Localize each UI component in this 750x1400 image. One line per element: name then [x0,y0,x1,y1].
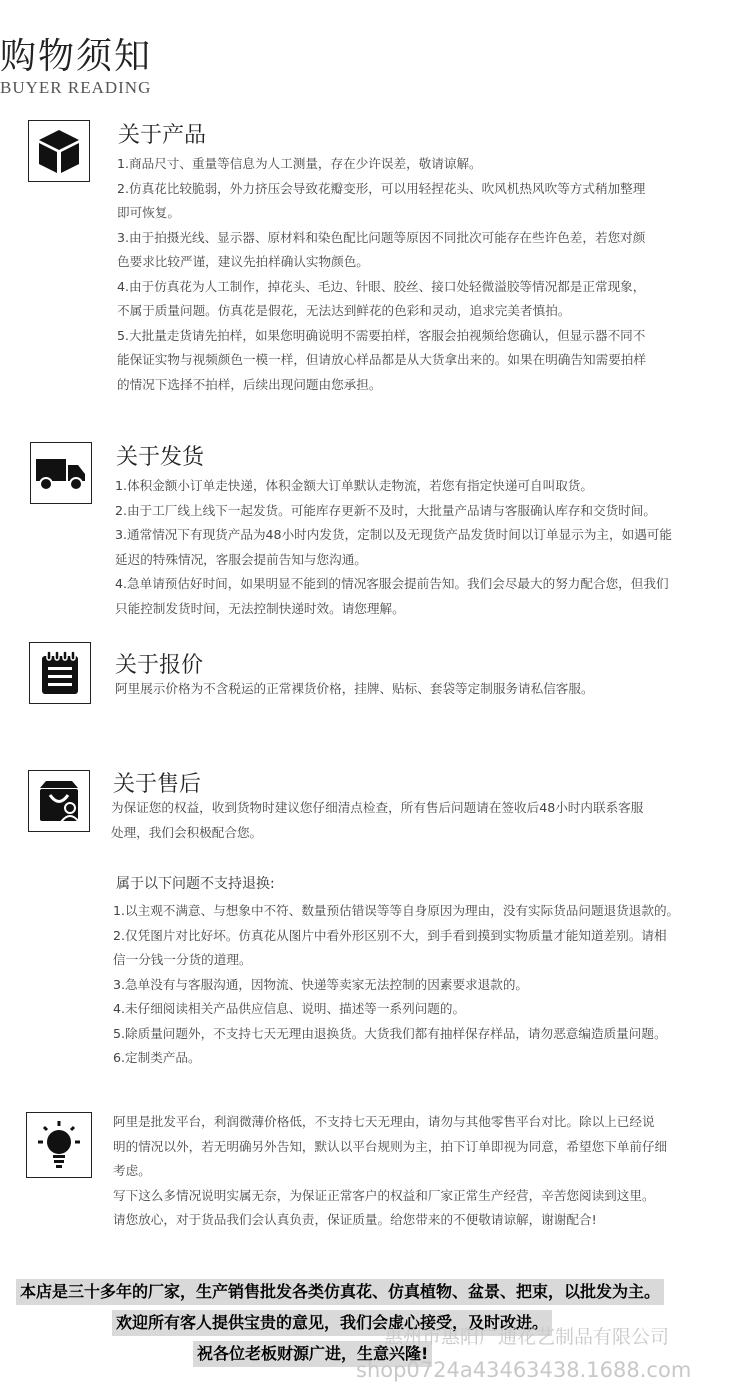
product-line: 的情况下选择不拍样，后续出现问题由您承担。 [117,376,382,392]
pricing-line: 阿里展示价格为不含税运的正常裸货价格，挂牌、贴标、套袋等定制服务请私信客服。 [115,681,594,696]
shipping-line: 1.体积金额小订单走快递，体积金额大订单默认走物流，若您有指定快递可自叫取货。 [115,478,593,493]
notepad-icon [29,642,91,704]
truck-icon [30,442,92,504]
banner-line-2: 欢迎所有客人提供宝贵的意见，我们会虚心接受，及时改进。 [112,1310,552,1336]
product-line: 4.由于仿真花为人工制作，掉花头、毛边、针眼、胶丝、接口处轻微溢胶等情况都是正常现象， [117,278,646,294]
watermark-company: 惠州市惠阳广通花艺制品有限公司 [384,1326,670,1348]
list-item: 3.急单没有与客服沟通，因物流、快递等卖家无法控制的因素要求退款的。 [113,976,529,992]
product-line: 即可恢复。 [117,205,180,220]
banner-line-1: 本店是三十多年的厂家，生产销售批发各类仿真花、仿真植物、盆景、把束，以批发为主。 [16,1279,664,1305]
shipping-line: 只能控制发货时间，无法控制快递时效。请您理解。 [115,600,405,616]
section-title-pricing: 关于报价 [115,653,204,678]
list-item: 5.除质量问题外，不支持七天无理由退换货。大货我们都有抽样保存样品，请勿恶意编造质量问题。 [113,1025,667,1041]
list-item: 1.以主观不满意、与想象中不符、数量预估错误等等自身原因为理由，没有实际货品问题退货退款的。 [113,903,680,918]
product-line: 1.商品尺寸、重量等信息为人工测量，存在少许误差，敬请谅解。 [117,156,482,171]
notice-line: 明的情况以外，若无明确另外告知，默认以平台规则为主，拍下订单即视为同意，希望您下单前仔细 [113,1138,668,1154]
product-line: 色要求比较严谨，建议先拍样确认实物颜色。 [117,254,369,269]
page-title: 购物须知 [0,36,153,77]
aftersale-line: 处理，我们会积极配合您。 [111,824,263,840]
page-subtitle: BUYER READING [0,78,152,97]
shipping-line: 2.由于工厂线上线下一起发货。可能库存更新不及时，大批量产品请与客服确认库存和交货时间。 [115,502,656,518]
no-return-list [113,899,679,1071]
list-item: 4.未仔细阅读相关产品供应信息、说明、描述等一系列问题的。 [113,1001,466,1016]
lightbulb-icon [26,1112,92,1178]
shipping-text [115,474,672,621]
product-line: 能保证实物与视频颜色一模一样，但请放心样品都是从大货拿出来的。如果在明确告知需要拍样 [117,352,646,367]
product-text [117,152,646,397]
pricing-text [115,677,594,702]
section-title-product: 关于产品 [118,123,207,148]
section-title-shipping: 关于发货 [116,445,205,470]
notice-line: 阿里是批发平台，利润微薄价格低，不支持七天无理由，请勿与其他零售平台对比。除以上已经说 [113,1114,655,1129]
cube-icon [28,120,90,182]
aftersale-line: 为保证您的权益，收到货物时建议您仔细清点检查，所有售后问题请在签收后48小时内联系客服 [111,800,644,815]
product-line: 5.大批量走货请先拍样，如果您明确说明不需要拍样，客服会拍视频给您确认，但显示器不同不 [117,327,646,343]
list-item: 信一分钱一分货的道理。 [113,952,252,967]
no-return-heading: 属于以下问题不支持退换: [116,876,275,892]
aftersale-text [111,796,643,845]
shipping-line: 3.通常情况下有现货产品为48小时内发货，定制以及无现货产品发货时间以订单显示为主，如遇可能 [115,527,672,542]
product-line: 2.仿真花比较脆弱，外力挤压会导致花瓣变形，可以用轻捏花头、吹风机热风吹等方式稍加整理 [117,180,646,196]
product-line: 不属于质量问题。仿真花是假花，无法达到鲜花的色彩和灵动，追求完美者慎拍。 [117,303,571,318]
notice-line: 写下这么多情况说明实属无奈，为保证正常客户的权益和厂家正常生产经营，辛苦您阅读到这里。 [113,1187,655,1203]
shipping-line: 4.急单请预估好时间，如果明显不能到的情况客服会提前告知。我们会尽最大的努力配合您，但我们 [115,576,669,591]
notice-text [113,1110,667,1233]
notice-line: 考虑。 [113,1163,151,1178]
watermark-shop-url: shop0724a43463438.1688.com [356,1358,692,1382]
shopping-bag-user-icon [28,770,90,832]
banner-line-3: 祝各位老板财源广进，生意兴隆! [193,1341,432,1367]
product-line: 3.由于拍摄光线、显示器、原材料和染色配比问题等原因不同批次可能存在些许色差，若您对颜 [117,229,646,245]
notice-line: 请您放心，对于货品我们会认真负责，保证质量。给您带来的不便敬请谅解，谢谢配合! [113,1212,597,1227]
list-item: 2.仅凭图片对比好坏。仿真花从图片中看外形区别不大，到手看到摸到实物质量才能知道差别。请相 [113,927,667,943]
shipping-line: 延迟的特殊情况，客服会提前告知与您沟通。 [115,551,367,567]
list-item: 6.定制类产品。 [113,1050,201,1065]
section-title-aftersale: 关于售后 [113,772,202,797]
